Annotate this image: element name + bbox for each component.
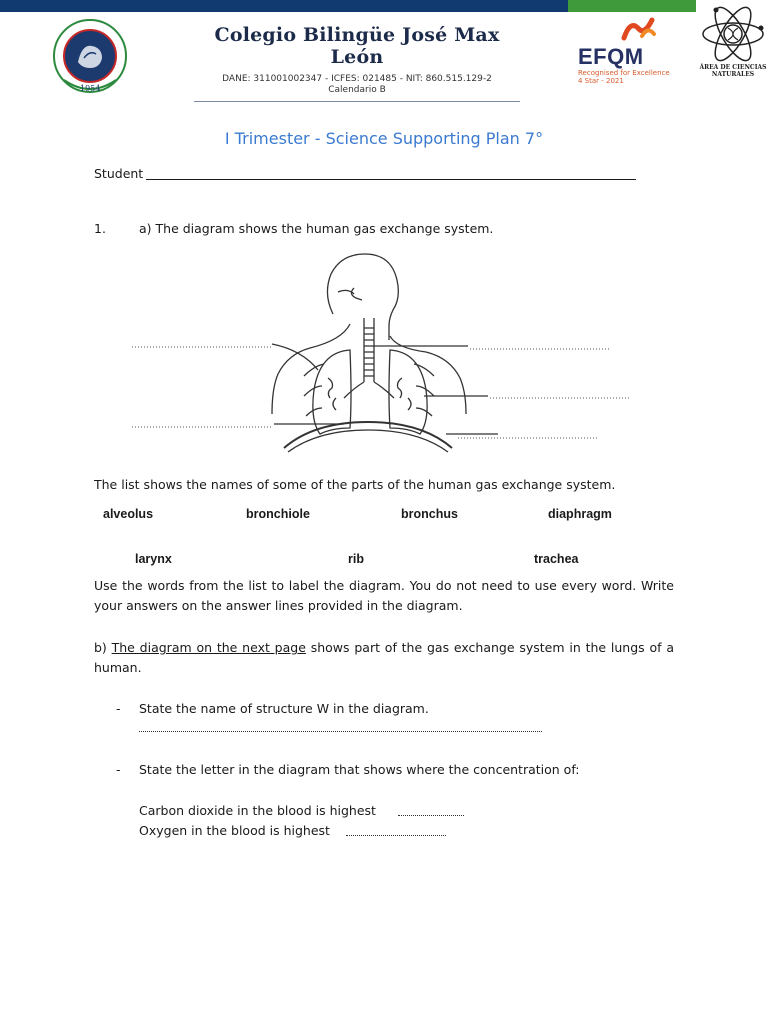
word-alveolus: alveolus [103,507,154,521]
school-registry: DANE: 311001002347 - ICFES: 021485 - NIT: 860.515.129-2 [222,74,492,84]
efqm-wordmark: EFQM [578,44,644,69]
answer-line-o2[interactable] [346,835,446,836]
word-larynx: larynx [135,552,172,566]
answer-line-structure-w[interactable] [139,731,542,732]
word-rib: rib [348,552,364,566]
bullet-structure-w: State the name of structure W in the diagram. [139,701,429,716]
bullet-dash-1: - [116,701,121,716]
question-number: 1. [94,221,106,236]
word-trachea: trachea [534,552,579,566]
bullet-dash-2: - [116,762,121,777]
word-list-intro: The list shows the names of some of the parts of the human gas exchange system. [94,477,616,492]
student-label: Student [94,166,144,181]
school-header [192,24,522,102]
labeling-instruction: Use the words from the list to label the diagram. You do not need to use every word. Write your answers on the answer lines provided in the diagram. [94,578,674,613]
header-divider [194,101,520,102]
efqm-logo [576,14,686,88]
school-seal-logo [44,18,140,100]
science-area-label: ÁREA DE CIENCIAS NATURALES [699,64,767,78]
science-atom-logo [698,4,768,88]
o2-highest-label: Oxygen in the blood is highest [139,823,330,838]
question-1a-text: a) The diagram shows the human gas exchange system. [139,221,494,236]
school-calendar: Calendario B [328,85,386,95]
word-bronchus: bronchus [401,507,458,521]
question-1b-prefix: b) [94,640,112,655]
question-1b-text [94,638,674,678]
document-title: I Trimester - Science Supporting Plan 7° [224,129,544,148]
efqm-star: 4 Star - 2021 [578,77,624,85]
seal-year: 1954 [80,84,101,93]
bullet-concentration-letter: State the letter in the diagram that shows where the concentration of: [139,762,580,777]
question-1b-rest: shows part of the gas exchange system in the lungs of a human. [94,640,674,675]
school-name: Colegio Bilingüe José Max León [214,24,500,68]
answer-line-co2[interactable] [398,815,464,816]
word-bronchiole: bronchiole [246,507,310,521]
co2-highest-label: Carbon dioxide in the blood is highest [139,803,376,818]
word-diaphragm: diaphragm [548,507,612,521]
efqm-recognition: Recognised for Excellence [578,69,670,77]
student-name-line[interactable] [146,179,636,180]
next-page-diagram-reference: The diagram on the next page [111,640,306,655]
human-respiratory-system-diagram [128,248,638,456]
header-color-bar [0,0,768,12]
header-bar-blue [0,0,568,12]
